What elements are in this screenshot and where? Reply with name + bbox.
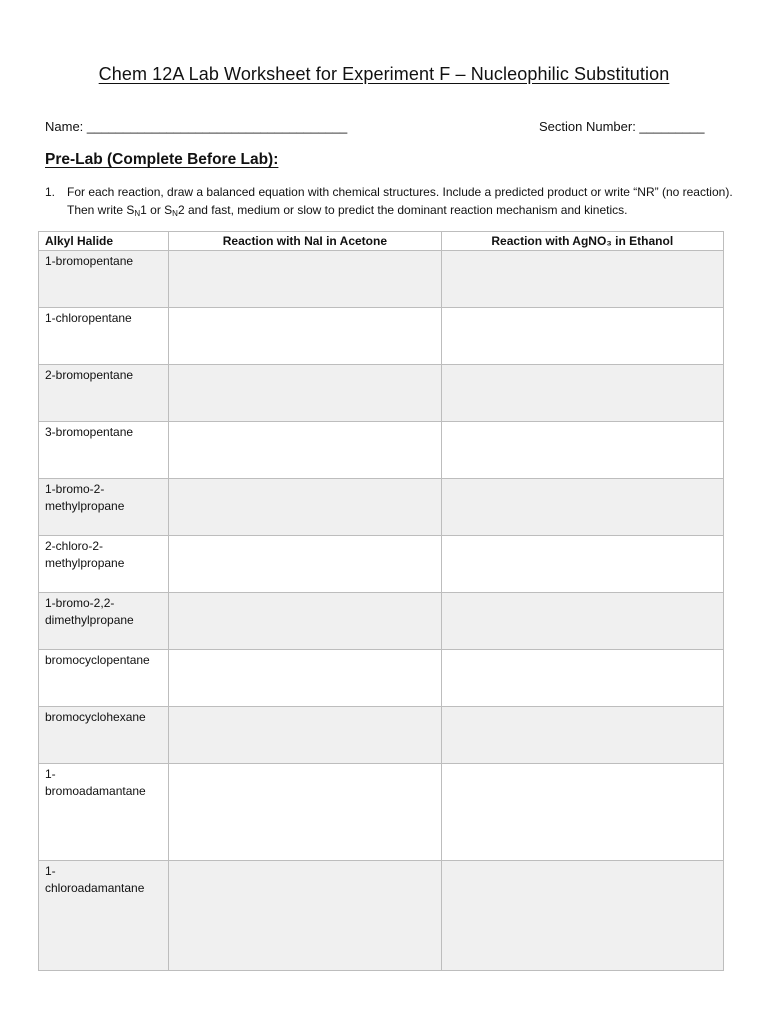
nai-acetone-answer-cell[interactable] <box>169 479 441 536</box>
nai-acetone-answer-cell[interactable] <box>169 707 441 764</box>
table-row <box>39 365 724 422</box>
name-field[interactable]: Name: ____________________________________ <box>45 119 348 134</box>
worksheet-title: Chem 12A Lab Worksheet for Experiment F – Nucleophilic Substitution <box>98 64 670 84</box>
reaction-table <box>38 231 724 971</box>
agno3-ethanol-answer-cell[interactable] <box>441 593 723 650</box>
table-row <box>39 707 724 764</box>
table-row <box>39 479 724 536</box>
nai-acetone-answer-cell[interactable] <box>169 650 441 707</box>
nai-acetone-answer-cell[interactable] <box>169 365 441 422</box>
agno3-ethanol-answer-cell[interactable] <box>441 861 723 971</box>
alkyl-halide-cell: 1- bromoadamantane <box>39 764 169 861</box>
alkyl-halide-cell: 1- chloroadamantane <box>39 861 169 971</box>
alkyl-halide-cell: 2-bromopentane <box>39 365 169 422</box>
question-number: 1. <box>45 185 56 199</box>
nai-acetone-answer-cell[interactable] <box>169 593 441 650</box>
table-header-row <box>39 232 724 251</box>
header-agno3-ethanol: Reaction with AgNO₃ in Ethanol <box>441 232 723 251</box>
alkyl-halide-cell: 2-chloro-2- methylpropane <box>39 536 169 593</box>
nai-acetone-answer-cell[interactable] <box>169 422 441 479</box>
agno3-ethanol-answer-cell[interactable] <box>441 365 723 422</box>
prelab-heading: Pre-Lab (Complete Before Lab): <box>45 151 279 168</box>
alkyl-halide-cell: bromocyclopentane <box>39 650 169 707</box>
table-row <box>39 422 724 479</box>
alkyl-halide-cell: 1-bromo-2,2- dimethylpropane <box>39 593 169 650</box>
nai-acetone-answer-cell[interactable] <box>169 536 441 593</box>
agno3-ethanol-answer-cell[interactable] <box>441 422 723 479</box>
table-row <box>39 861 724 971</box>
nai-acetone-answer-cell[interactable] <box>169 861 441 971</box>
agno3-ethanol-answer-cell[interactable] <box>441 479 723 536</box>
question-text: For each reaction, draw a balanced equation with chemical structures. Include a predicted product or write “NR” (no reaction). Then write $S_N1$ or $S_N2$ and fast, medium or slow to predict the dominant reaction mechanism and kinetics. <box>67 185 733 218</box>
table-row <box>39 593 724 650</box>
nai-acetone-answer-cell[interactable] <box>169 764 441 861</box>
header-nai-acetone: Reaction with NaI in Acetone <box>169 232 441 251</box>
alkyl-halide-cell: 3-bromopentane <box>39 422 169 479</box>
nai-acetone-answer-cell[interactable] <box>169 251 441 308</box>
alkyl-halide-cell: 1-chloropentane <box>39 308 169 365</box>
alkyl-halide-cell: 1-bromo-2- methylpropane <box>39 479 169 536</box>
nai-acetone-answer-cell[interactable] <box>169 308 441 365</box>
agno3-ethanol-answer-cell[interactable] <box>441 536 723 593</box>
table-row <box>39 650 724 707</box>
agno3-ethanol-answer-cell[interactable] <box>441 251 723 308</box>
section-number-field[interactable]: Section Number: _________ <box>539 119 705 134</box>
agno3-ethanol-answer-cell[interactable] <box>441 650 723 707</box>
table-row <box>39 308 724 365</box>
alkyl-halide-cell: 1-bromopentane <box>39 251 169 308</box>
table-row <box>39 251 724 308</box>
alkyl-halide-cell: bromocyclohexane <box>39 707 169 764</box>
agno3-ethanol-answer-cell[interactable] <box>441 707 723 764</box>
agno3-ethanol-answer-cell[interactable] <box>441 308 723 365</box>
header-alkyl-halide: Alkyl Halide <box>39 232 169 251</box>
table-row <box>39 764 724 861</box>
table-row <box>39 536 724 593</box>
question-1 <box>45 183 735 223</box>
agno3-ethanol-answer-cell[interactable] <box>441 764 723 861</box>
